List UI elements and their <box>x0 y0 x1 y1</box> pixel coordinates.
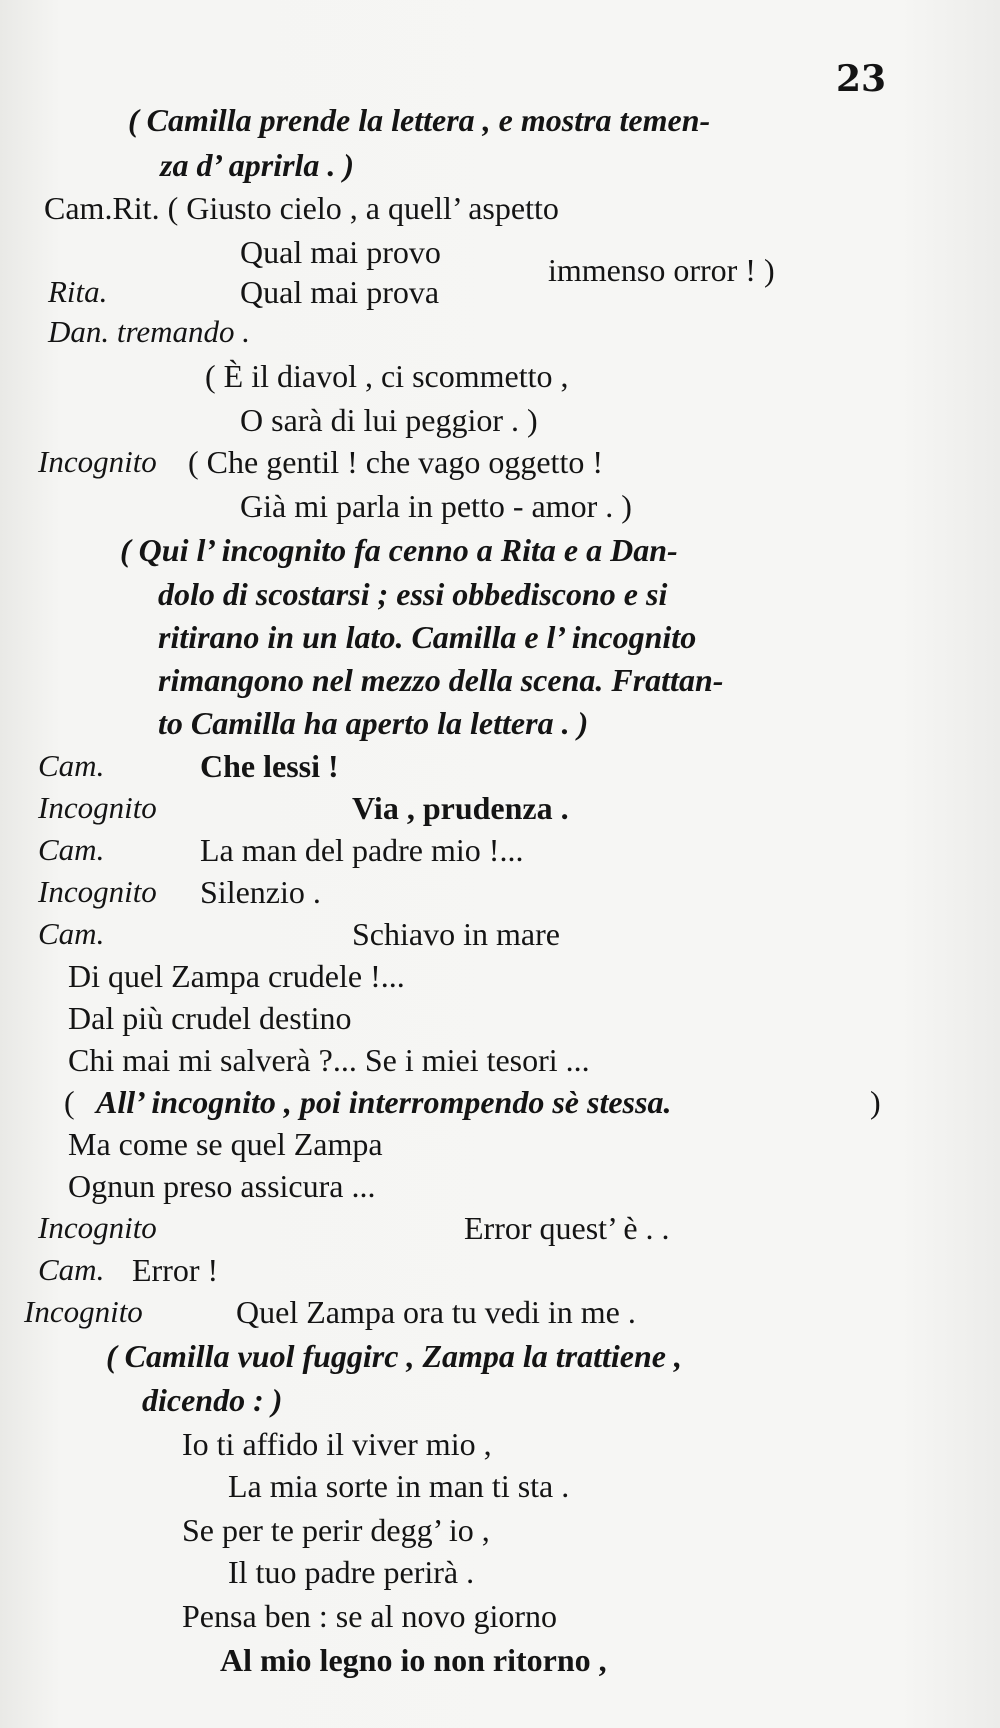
speaker-label: Incognito <box>38 444 157 479</box>
verse-line: Cam.Rit. ( Giusto cielo , a quell’ aspetto <box>44 190 559 226</box>
stage-direction-line: ritirano in un lato. Camilla e l’ incognito <box>158 619 697 655</box>
stage-direction-line: ( Camilla vuol fuggirc , Zampa la trattiene , <box>106 1338 682 1374</box>
verse-line: O sarà di lui peggior . ) <box>240 402 538 438</box>
verse-line: Silenzio . <box>200 874 321 910</box>
verse-line: Ognun preso assicura ... <box>68 1168 376 1204</box>
verse-line: La mia sorte in man ti sta . <box>228 1468 570 1504</box>
speaker-label: Cam. <box>38 748 105 783</box>
stage-direction-line: ( Camilla prende la lettera , e mostra temen- <box>128 102 711 138</box>
speaker-label: Cam. <box>38 832 105 867</box>
stage-direction-line: rimangono nel mezzo della scena. Frattan- <box>158 662 724 698</box>
speaker-label: Cam. <box>38 1252 105 1287</box>
verse-line: Che lessi ! <box>200 748 339 784</box>
verse-line: Quel Zampa ora tu vedi in me . <box>236 1294 636 1330</box>
verse-line: ( È il diavol , ci scommetto , <box>205 358 569 394</box>
stage-direction-line: ( Qui l’ incognito fa cenno a Rita e a Dan- <box>120 532 678 568</box>
stage-direction-close: ) <box>870 1084 881 1120</box>
verse-line: Via , prudenza . <box>352 790 569 826</box>
stage-direction-line: dicendo : ) <box>142 1382 283 1418</box>
speaker-label: Dan. tremando . <box>48 314 251 349</box>
verse-line: Dal più crudel destino <box>68 1000 352 1036</box>
verse-line: Il tuo padre perirà . <box>228 1554 475 1590</box>
verse-line: Ma come se quel Zampa <box>68 1126 383 1162</box>
verse-line: immenso orror ! ) <box>548 252 775 288</box>
verse-line: Pensa ben : se al novo giorno <box>182 1598 558 1634</box>
stage-direction-open: ( <box>64 1084 75 1120</box>
verse-line: Di quel Zampa crudele !... <box>68 958 405 994</box>
verse-line: Io ti affido il viver mio , <box>182 1426 492 1462</box>
page-number: 23 <box>836 58 887 100</box>
speaker-label: Incognito <box>24 1294 143 1329</box>
verse-line: Schiavo in mare <box>352 916 560 952</box>
verse-line: La man del padre mio !... <box>200 832 524 868</box>
stage-direction-line: dolo di scostarsi ; essi obbediscono e si <box>158 576 668 612</box>
stage-direction-line: za d’ aprirla . ) <box>160 147 355 183</box>
verse-line: Qual mai provo <box>240 234 441 270</box>
verse-line: Error ! <box>132 1252 219 1288</box>
stage-direction-line: to Camilla ha aperto la lettera . ) <box>158 705 589 741</box>
verse-line: Al mio legno io non ritorno , <box>220 1642 607 1678</box>
verse-line: Già mi parla in petto - amor . ) <box>240 488 632 524</box>
stage-direction-line: All’ incognito , poi interrompendo sè stessa. <box>96 1084 672 1120</box>
verse-line: Se per te perir degg’ io , <box>182 1512 490 1548</box>
verse-line: ( Che gentil ! che vago oggetto ! <box>188 444 603 480</box>
speaker-label: Incognito <box>38 790 157 825</box>
speaker-label: Incognito <box>38 874 157 909</box>
speaker-label: Cam. <box>38 916 105 951</box>
verse-line: Chi mai mi salverà ?... Se i miei tesori ... <box>68 1042 590 1078</box>
verse-line: Error quest’ è . . <box>464 1210 670 1246</box>
speaker-label: Incognito <box>38 1210 157 1245</box>
speaker-label: Rita. <box>48 274 108 309</box>
verse-line: Qual mai prova <box>240 274 440 310</box>
